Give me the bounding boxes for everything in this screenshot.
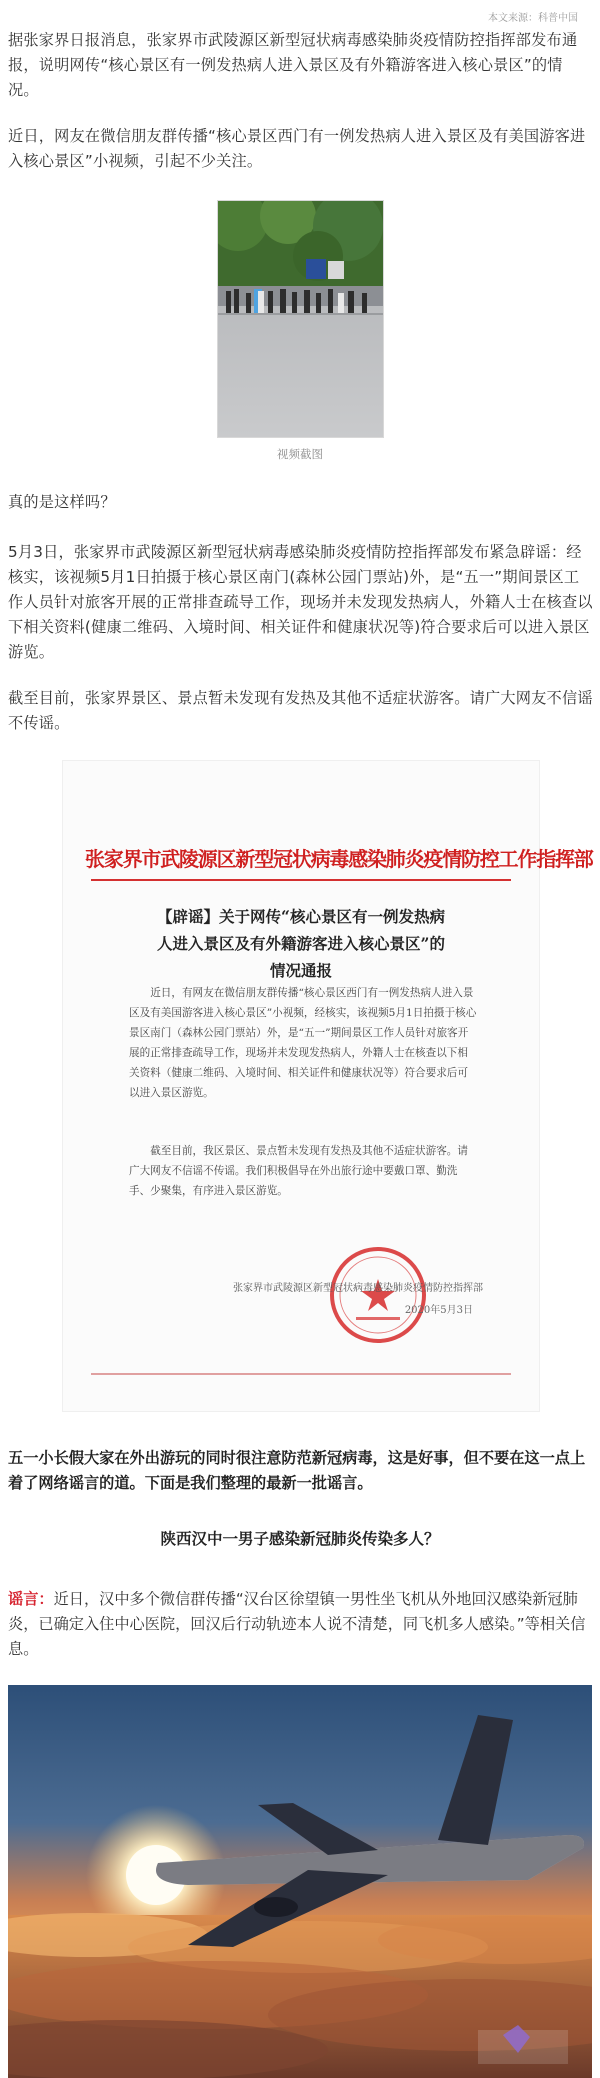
paragraph-official-response: 5月3日，张家界市武陵源区新型冠状病毒感染肺炎疫情防控指挥部发布紧急辟谣：经核实，该视频5月1日拍摄于核心景区南门(森林公园门票站)外，是“五一”期间景区工作人员针对旅客开展的正常排查疏导工作，现场并未发现发热病人，外籍人士在核查以下相关资料(健康二维码、入境时间、相关证件和健康状况等)符合要求后可以进入景区游览。 xyxy=(8,543,593,661)
rumor-label: 谣言： xyxy=(8,1590,54,1608)
video-caption: 视频截图 xyxy=(277,447,323,461)
highlight-heading: 陕西汉中一男子感染新冠肺炎传染多人？ xyxy=(150,1525,449,1551)
video-frame-image xyxy=(218,201,383,437)
notice-body-paragraph-1: 近日，有网友在微信朋友群传播“核心景区西门有一例发热病人进入景区及有美国游客进入核心景区”小视频，经核实，该视频5月1日拍摄于核心景区南门（森林公园门票站）外，是“五一”期间景区工作人员针对旅客开展的正常排查疏导工作，现场并未发现发热病人，外籍人士在核查以下相关资料（健康二维码、入境时间、相关证件和健康状况等）符合要求后可以进入景区游览。 xyxy=(129,987,477,1099)
rumor-text: 近日，汉中多个微信群传播“汉台区徐望镇一男性坐飞机从外地回汉感染新冠肺炎，已确定入住中心医院，回汉后行动轨迹本人说不清楚，同飞机多人感染。”等相关信息。 xyxy=(8,1590,586,1658)
notice-body-paragraph-2: 截至目前，我区景区、景点暂未发现有发热及其他不适症状游客。请广大网友不信谣不传谣。我们积极倡导在外出旅行途中要戴口罩、勤洗手、少聚集，有序进入景区游览。 xyxy=(129,1145,468,1197)
paragraph-intro: 据张家界日报消息，张家界市武陵源区新型冠状病毒感染肺炎疫情防控指挥部发布通报，说明网传“核心景区有一例发热病人进入景区及有外籍游客进入核心景区”的情况。 xyxy=(8,31,578,99)
paragraph-question: 真的是这样吗？ xyxy=(8,493,116,511)
rumor-paragraph xyxy=(8,1587,593,1662)
notice-title-line: 【辟谣】关于网传“核心景区有一例发热病 xyxy=(157,907,445,926)
video-screenshot[interactable] xyxy=(217,200,384,438)
official-notice-image xyxy=(62,760,593,1412)
airplane-photo xyxy=(8,1685,592,2078)
notice-title-line: 人进入景区及有外籍游客进入核心景区”的 xyxy=(157,934,445,953)
paragraph-rumor-spread: 近日，网友在微信朋友群传播“核心景区西门有一例发热病人进入景区及有美国游客进入核心景区”小视频，引起不少关注。 xyxy=(8,127,586,170)
notice-title xyxy=(93,903,509,984)
notice-header: 张家界市武陵源区新型冠状病毒感染肺炎疫情防控工作指挥部 xyxy=(85,847,593,871)
notice-bottom-rule xyxy=(91,1373,511,1375)
paragraph-rumor-intro: 五一小长假大家在外出游玩的同时很注意防范新冠病毒，这是好事，但不要在这一点上着了网络谣言的道。下面是我们整理的最新一批谣言。 xyxy=(8,1449,586,1492)
airplane-sunset-image xyxy=(8,1685,592,2078)
official-seal-stamp xyxy=(326,1243,430,1347)
notice-title-line: 情况通报 xyxy=(269,961,332,980)
notice-signature: 张家界市武陵源区新型冠状病毒感染肺炎疫情防控指挥部 xyxy=(233,1283,483,1294)
source-label: 本文来源：科普中国 xyxy=(488,13,578,24)
notice-red-rule xyxy=(91,879,511,881)
section-heading xyxy=(0,1525,600,1551)
notice-date: 2020年5月3日 xyxy=(404,1305,473,1316)
paragraph-conclusion: 截至目前，张家界景区、景点暂未发现有发热及其他不适症状游客。请广大网友不信谣不传谣。 xyxy=(8,689,593,732)
